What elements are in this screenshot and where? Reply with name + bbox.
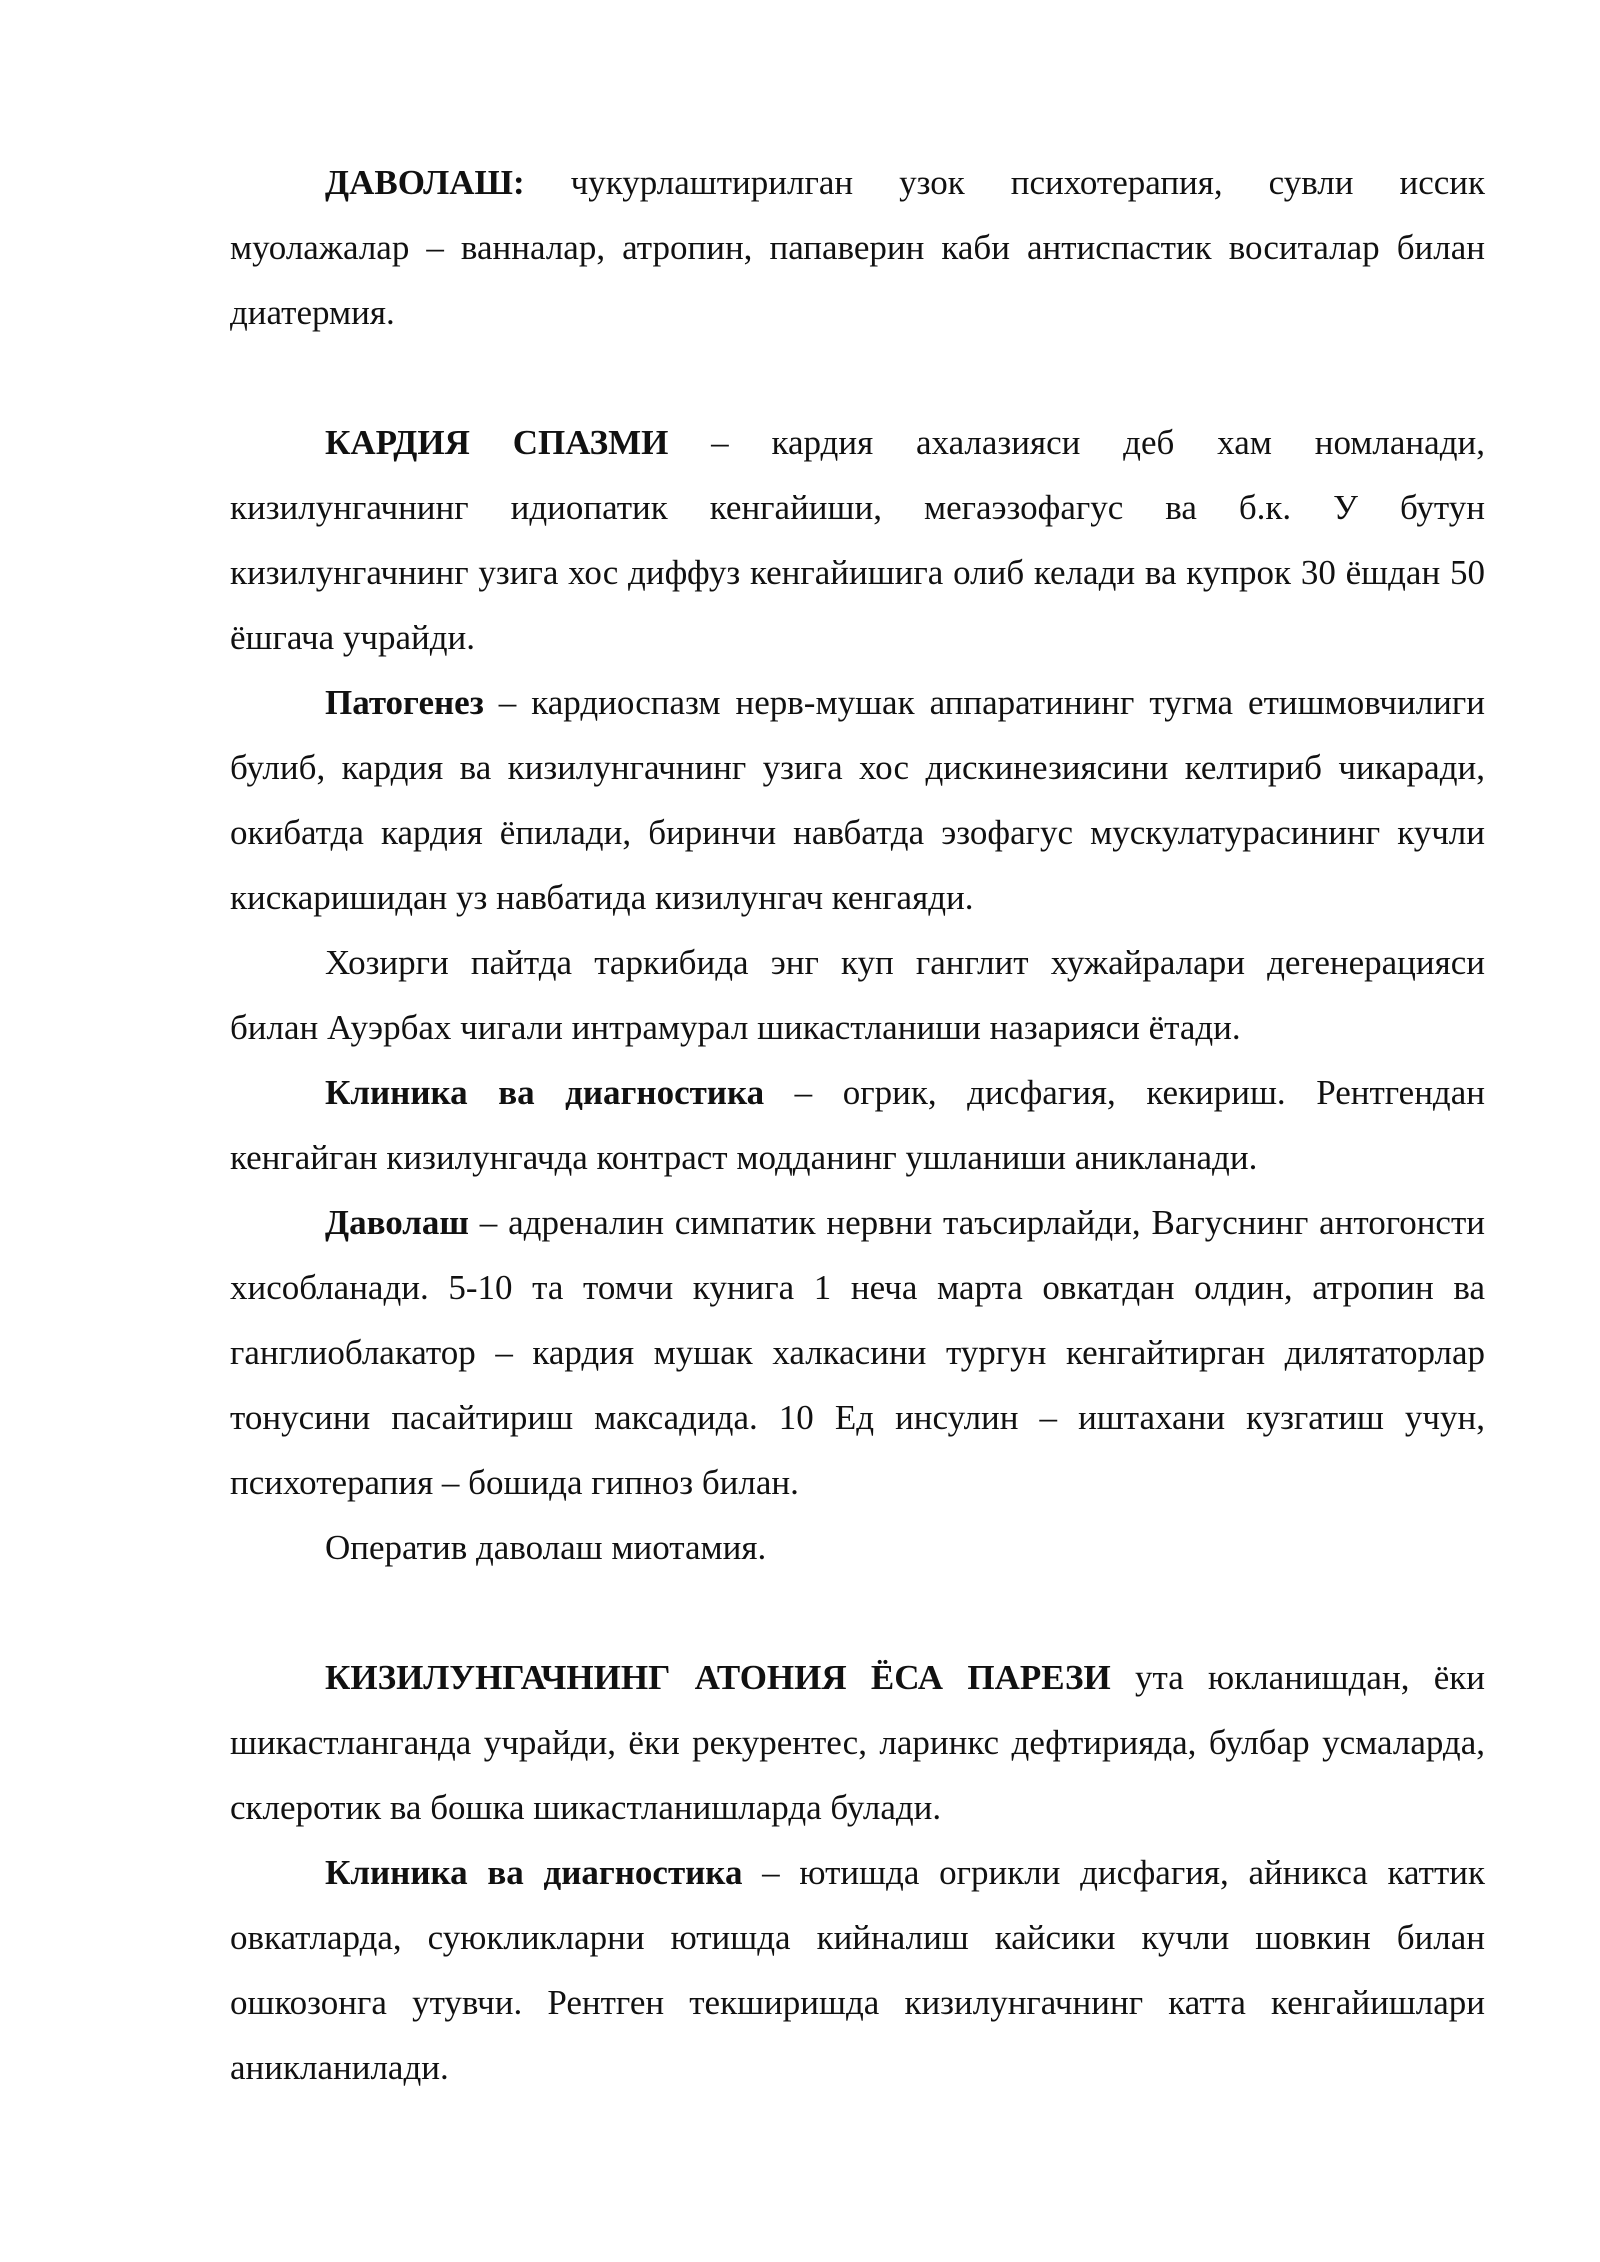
heading-davolash: ДАВОЛАШ: xyxy=(325,163,525,202)
paragraph-text: Оператив даволаш миотамия. xyxy=(325,1528,767,1567)
paragraph-operative-treatment xyxy=(230,1515,1485,1580)
paragraph-cardia-spasm xyxy=(230,410,1485,670)
heading-clinic-diagnosis: Клиника ва диагностика xyxy=(325,1853,743,1892)
document-body xyxy=(230,150,1485,2100)
paragraph-text: ута юкланишдан, ёки шикастланганда учрайди, ёки рекурентес, ларинкс дефтирияда, булбар усмаларда, склеротик ва бошка шикастланишларда булади. xyxy=(230,1658,1485,1827)
paragraph-treatment xyxy=(230,1190,1485,1515)
paragraph-atony-paresis xyxy=(230,1645,1485,1840)
heading-atony-paresis: КИЗИЛУНГАЧНИНГ АТОНИЯ ЁСА ПАРЕЗИ xyxy=(325,1658,1111,1697)
paragraph-clinic-diagnosis-2 xyxy=(230,1840,1485,2100)
paragraph-text: – адреналин симпатик нервни таъсирлайди, Вагуснинг антогонсти хисобланади. 5-10 та томчи кунига 1 неча марта овкатдан олдин, атропин ва ганглиоблакатор – кардия мушак халкасини тургун кенгайтирган дилятаторлар тонусини пасайтириш максадида. 10 Ед инсулин – иштахани кузгатиш учун, психотерапия – бошида гипноз билан. xyxy=(230,1203,1485,1502)
paragraph-text: – ютишда огрикли дисфагия, айникса каттик овкатларда, суюкликларни ютишда кийналиш кайсики кучли шовкин билан ошкозонга утувчи. Рентген текширишда кизилунгачнинг катта кенгайишлари аникланилади. xyxy=(230,1853,1485,2087)
paragraph-theory xyxy=(230,930,1485,1060)
paragraph-text: чукурлаштирилган узок психотерапия, сувли иссик муолажалар – ванналар, атропин, папаверин каби антиспастик воситалар билан диатермия. xyxy=(230,163,1485,332)
heading-cardia-spasm: КАРДИЯ СПАЗМИ xyxy=(325,423,669,462)
paragraph-clinic-diagnosis-1 xyxy=(230,1060,1485,1190)
paragraph-text: – кардиоспазм нерв-мушак аппаратининг тугма етишмовчилиги булиб, кардия ва кизилунгачнинг узига хос дискинезиясини келтириб чикаради, окибатда кардия ёпилади, биринчи навбатда эзофагус мускулатурасининг кучли кискаришидан уз навбатида кизилунгач кенгаяди. xyxy=(230,683,1485,917)
paragraph-text: – огрик, дисфагия, кекириш. Рентгендан кенгайган кизилунгачда контраст модданинг ушланиши аникланади. xyxy=(230,1073,1485,1177)
paragraph-text: Хозирги пайтда таркибида энг куп ганглит хужайралари дегенерацияси билан Ауэрбах чигали интрамурал шикастланиши назарияси ётади. xyxy=(230,943,1485,1047)
heading-treatment: Даволаш xyxy=(325,1203,469,1242)
paragraph-pathogenesis xyxy=(230,670,1485,930)
heading-clinic-diagnosis: Клиника ва диагностика xyxy=(325,1073,765,1112)
paragraph-text: – кардия ахалазияси деб хам номланади, кизилунгачнинг идиопатик кенгайиши, мегаэзофагус ва б.к. У бутун кизилунгачнинг узига хос диффуз кенгайишига олиб келади ва купрок 30 ёшдан 50 ёшгача учрайди. xyxy=(230,423,1485,657)
heading-pathogenesis: Патогенез xyxy=(325,683,484,722)
paragraph-treatment-intro xyxy=(230,150,1485,345)
